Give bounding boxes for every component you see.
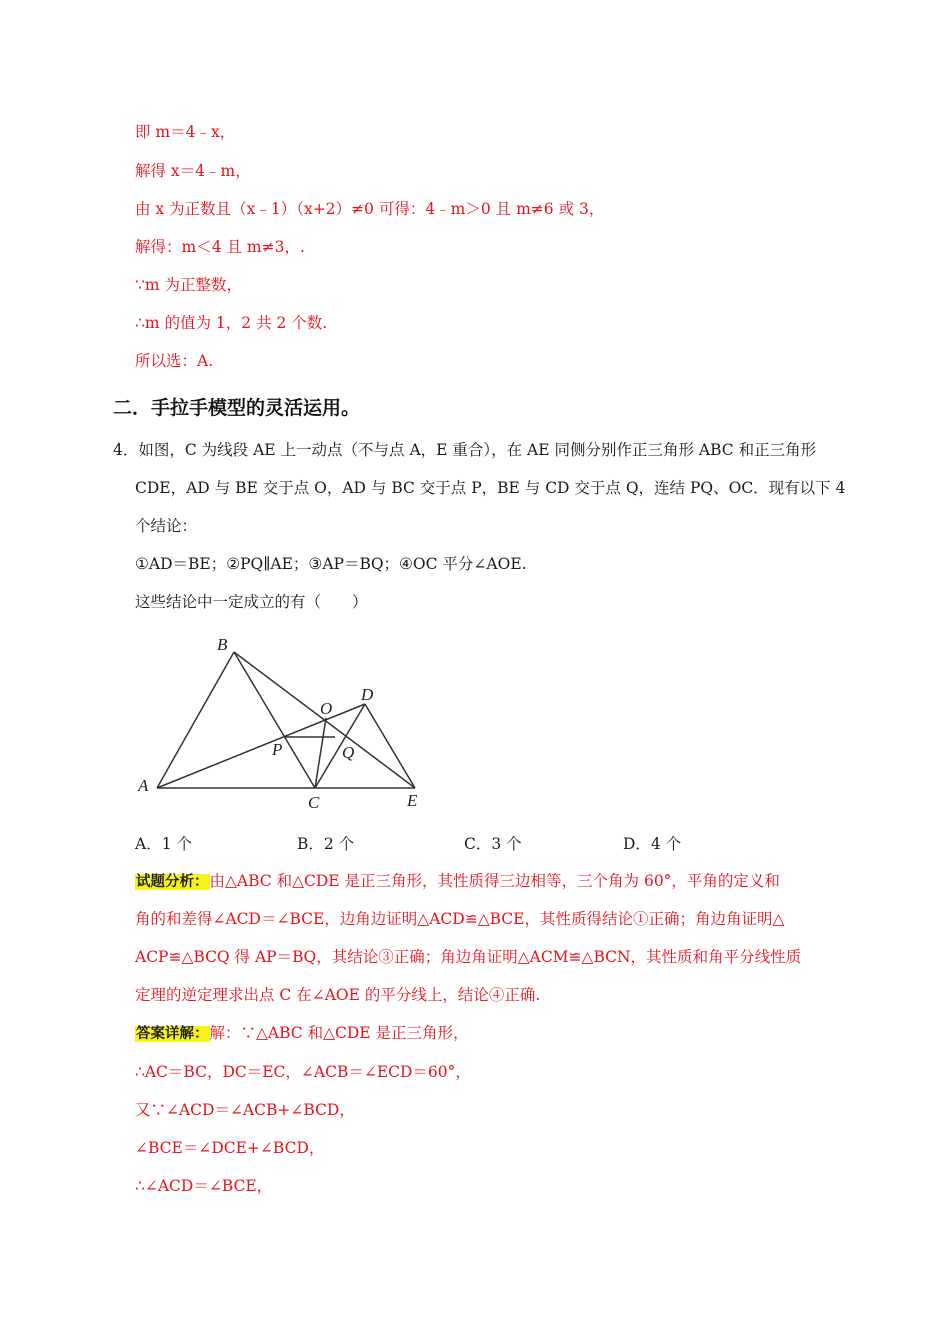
- label-E: E: [407, 791, 418, 810]
- label-O: O: [320, 699, 333, 718]
- analysis-line-4: 定理的逆定理求出点 C 在∠AOE 的平分线上，结论④正确.: [135, 986, 541, 1004]
- label-D: D: [361, 685, 374, 704]
- question-line-1: 4．如图，C 为线段 AE 上一动点（不与点 A，E 重合），在 AE 同侧分别作正三角形 ABC 和正三角形: [113, 441, 817, 459]
- question-prompt: 这些结论中一定成立的有（ ）: [135, 593, 368, 611]
- section-heading: 二．手拉手模型的灵活运用。: [113, 397, 361, 419]
- geometry-figure: [130, 628, 430, 818]
- segment-DE: [365, 704, 415, 788]
- question-line-2: CDE，AD 与 BE 交于点 O，AD 与 BC 交于点 P，BE 与 CD 交于点 Q，连结 PQ、OC．现有以下 4: [135, 479, 846, 497]
- label-A: A: [138, 776, 149, 795]
- analysis-line-3: ACP≌△BCQ 得 AP＝BQ，其结论③正确；角边角证明△ACM≌△BCN，其性质和角平分线性质: [135, 948, 802, 966]
- solution-line-6: ∴m 的值为 1，2 共 2 个数.: [135, 314, 328, 332]
- solution-line-7: 所以选：A.: [135, 352, 214, 370]
- solution-line-4: 解得：m＜4 且 m≠3，.: [135, 238, 305, 256]
- segment-AD: [157, 704, 365, 788]
- answer-tag: 答案详解：: [136, 1026, 209, 1042]
- label-B: B: [217, 635, 228, 654]
- answer-line-4: ∠BCE＝∠DCE+∠BCD，: [135, 1139, 325, 1157]
- solution-line-2: 解得 x＝4﹣m，: [135, 162, 251, 180]
- label-P: P: [272, 740, 283, 759]
- solution-line-3: 由 x 为正数且（x﹣1）（x+2）≠0 可得：4﹣m＞0 且 m≠6 或 3，: [135, 200, 605, 218]
- answer-line-5: ∴∠ACD＝∠BCE，: [135, 1177, 273, 1195]
- analysis-text-1: 由△ABC 和△CDE 是正三角形，其性质得三边相等，三个角为 60°，平角的定义和: [209, 872, 780, 890]
- answer-line-2: ∴AC＝BC，DC＝EC，∠ACB＝∠ECD＝60°，: [135, 1063, 471, 1081]
- analysis-tag: 试题分析：: [136, 874, 209, 890]
- answer-line-3: 又∵∠ACD＝∠ACB+∠BCD，: [135, 1101, 355, 1119]
- solution-line-1: 即 m＝4﹣x，: [135, 123, 236, 141]
- label-Q: Q: [342, 743, 355, 762]
- option-d: D．4 个: [623, 835, 682, 853]
- segment-AB: [157, 652, 234, 788]
- option-c: C．3 个: [464, 835, 522, 853]
- question-line-3: 个结论：: [135, 517, 198, 535]
- analysis-line-2: 角的和差得∠ACD＝∠BCE，边角边证明△ACD≌△BCE，其性质得结论①正确；角边角证明△: [135, 910, 785, 928]
- option-b: B．2 个: [297, 835, 355, 853]
- analysis-line-1: [135, 870, 780, 893]
- segment-BC: [234, 652, 315, 788]
- segment-BE: [234, 652, 415, 788]
- answer-text-1: 解：∵△ABC 和△CDE 是正三角形，: [209, 1024, 469, 1042]
- solution-line-5: ∵m 为正整数，: [135, 276, 242, 294]
- question-conclusions: ①AD＝BE；②PQ∥AE；③AP＝BQ；④OC 平分∠AOE.: [135, 555, 527, 573]
- answer-line-1: [135, 1022, 469, 1045]
- option-a: A．1 个: [135, 835, 192, 853]
- label-C: C: [308, 793, 320, 812]
